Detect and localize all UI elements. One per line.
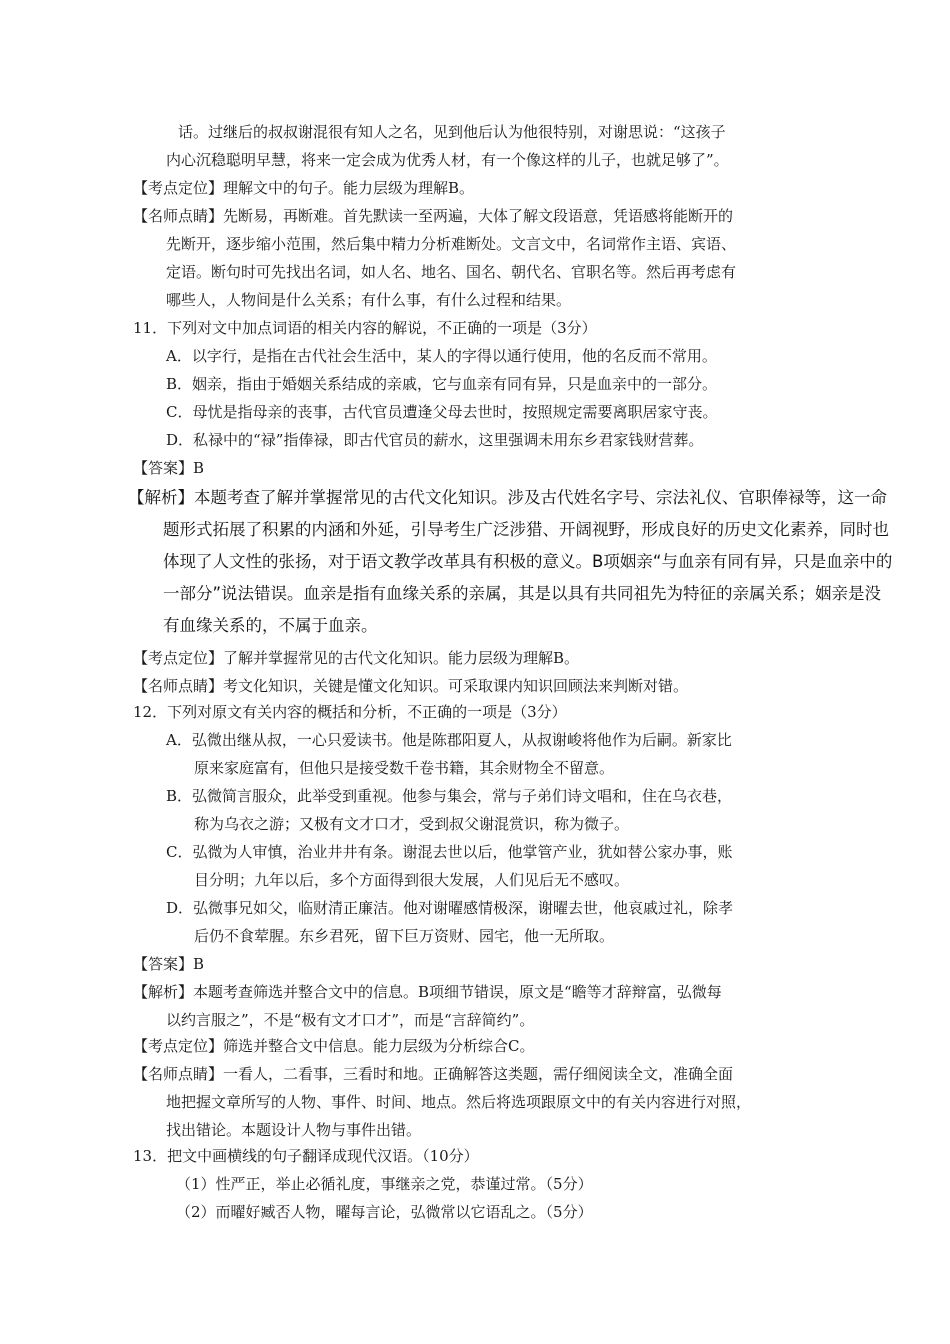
q10-kaodian: 【考点定位】理解文中的句子。能力层级为理解B。 xyxy=(133,179,475,197)
q11-option-b: B．姻亲，指由于婚姻关系结成的亲戚，它与血亲有同有异，只是血亲中的一部分。 xyxy=(166,375,718,393)
q11-answer: 【答案】B xyxy=(133,459,205,477)
q11-jiexi-line-5: 有血缘关系的，不属于血亲。 xyxy=(163,616,378,635)
q12-kaodian: 【考点定位】筛选并整合文中信息。能力层级为分析综合C。 xyxy=(133,1037,535,1055)
q13-item-2: （2）而曜好臧否人物，曜每言论，弘微常以它语乱之。（5分） xyxy=(176,1203,593,1221)
q13-stem: 13．把文中画横线的句子翻译成现代汉语。（10分） xyxy=(133,1147,479,1165)
q10-mingshi-line-2: 先断开，逐步缩小范围，然后集中精力分析难断处。文言文中，名词常作主语、宾语、 xyxy=(166,235,737,253)
q11-jiexi-line-2: 题形式拓展了积累的内涵和外延，引导考生广泛涉猎、开阔视野，形成良好的历史文化素养，同时也 xyxy=(163,520,889,539)
q12-option-b-line-2: 称为乌衣之游；又极有文才口才，受到叔父谢混赏识，称为微子。 xyxy=(194,815,630,833)
q11-stem: 11．下列对文中加点词语的相关内容的解说，不正确的一项是（3分） xyxy=(133,319,597,337)
q10-mingshi-line-1: 【名师点睛】先断易，再断难。首先默读一至两遍，大体了解文段语意，凭语感将能断开的 xyxy=(133,207,734,225)
q12-option-c-line-2: 目分明；九年以后，多个方面得到很大发展，人们见后无不感叹。 xyxy=(194,871,630,889)
q11-option-a: A．以字行，是指在古代社会生活中，某人的字得以通行使用，他的名反而不常用。 xyxy=(166,347,717,365)
q12-option-a-line-2: 原来家庭富有，但他只是接受数千卷书籍，其余财物全不留意。 xyxy=(194,759,615,777)
q11-option-c: C．母忧是指母亲的丧事，古代官员遭逢父母去世时，按照规定需要离职居家守丧。 xyxy=(166,403,718,421)
q12-answer: 【答案】B xyxy=(133,955,205,973)
q11-jiexi-line-4: 一部分”说法错误。血亲是指有血缘关系的亲属，其是以具有共同祖先为特征的亲属关系；姻亲是没 xyxy=(163,584,882,603)
q13-item-1: （1）性严正，举止必循礼度，事继亲之党，恭谨过常。（5分） xyxy=(176,1175,593,1193)
q10-mingshi-line-4: 哪些人，人物间是什么关系；有什么事，有什么过程和结果。 xyxy=(166,291,572,309)
q12-option-c-line-1: C．弘微为人审慎，治业井井有条。谢混去世以后，他掌管产业，犹如替公家办事，账 xyxy=(166,843,733,861)
q11-option-d: D．私禄中的“禄”指俸禄，即古代官员的薪水，这里强调未用东乡君家钱财营葬。 xyxy=(166,431,704,449)
q11-kaodian: 【考点定位】了解并掌握常见的古代文化知识。能力层级为理解B。 xyxy=(133,649,580,667)
q12-mingshi-line-2: 地把握文章所写的人物、事件、时间、地点。然后将选项跟原文中的有关内容进行对照， xyxy=(166,1093,752,1111)
q11-jiexi-line-1: 【解析】本题考查了解并掌握常见的古代文化知识。涉及古代姓名字号、宗法礼仪、官职俸禄等，这一命 xyxy=(128,488,887,507)
q12-option-d-line-2: 后仍不食荤腥。东乡君死，留下巨万资财、园宅，他一无所取。 xyxy=(194,927,615,945)
q12-mingshi-line-1: 【名师点睛】一看人，二看事，三看时和地。正确解答这类题，需仔细阅读全文，准确全面 xyxy=(133,1065,734,1083)
q12-option-d-line-1: D．弘微事兄如父，临财清正廉洁。他对谢曜感情极深，谢曜去世，他哀戚过礼，除孝 xyxy=(166,899,734,917)
intro-line-1: 话。过继后的叔叔谢混很有知人之名，见到他后认为他很特别，对谢思说：“这孩子 xyxy=(178,123,726,141)
q12-option-a-line-1: A．弘微出继从叔，一心只爱读书。他是陈郡阳夏人，从叔谢峻将他作为后嗣。新家比 xyxy=(166,731,732,749)
q12-jiexi-line-2: 以约言服之”，不是“极有文才口才”，而是“言辞简约”。 xyxy=(166,1011,535,1029)
q10-mingshi-line-3: 定语。断句时可先找出名词，如人名、地名、国名、朝代名、官职名等。然后再考虑有 xyxy=(166,263,737,281)
q12-stem: 12．下列对原文有关内容的概括和分析，不正确的一项是（3分） xyxy=(133,703,567,721)
q12-jiexi-line-1: 【解析】本题考查筛选并整合文中的信息。B项细节错误，原文是“瞻等才辞辩富，弘微每 xyxy=(133,983,722,1001)
q12-mingshi-line-3: 找出错论。本题设计人物与事件出错。 xyxy=(166,1121,422,1139)
q11-mingshi: 【名师点睛】考文化知识，关键是懂文化知识。可采取课内知识回顾法来判断对错。 xyxy=(133,677,689,695)
q11-jiexi-line-3: 体现了人文性的张扬，对于语文教学改革具有积极的意义。B项姻亲“与血亲有同有异，只是血亲中的 xyxy=(163,552,893,571)
intro-line-2: 内心沉稳聪明早慧，将来一定会成为优秀人材，有一个像这样的儿子，也就足够了”。 xyxy=(166,151,729,169)
q12-option-b-line-1: B．弘微简言服众，此举受到重视。他参与集会，常与子弟们诗文唱和，住在乌衣巷， xyxy=(166,787,733,805)
